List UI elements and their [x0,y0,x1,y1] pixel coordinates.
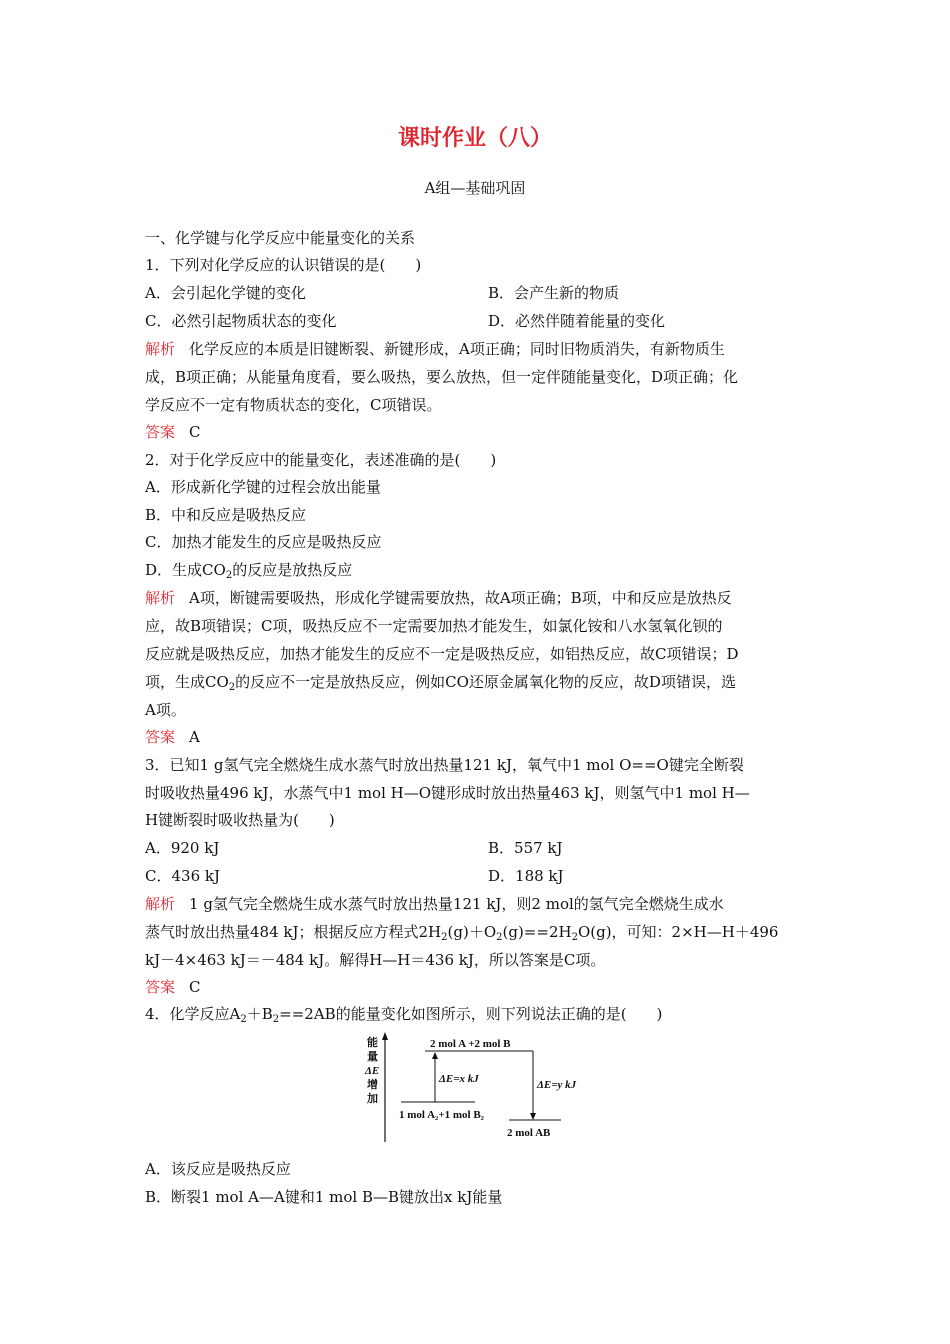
q3-stem-line-3: H键断裂时吸收热量为( ) [145,811,335,829]
q4-option-a: A．该反应是吸热反应 [145,1160,291,1178]
page-title: 课时作业（八） [397,125,552,151]
q1-option-d: D．必然伴随着能量的变化 [488,312,666,330]
q1-analysis-line [145,339,810,359]
q3-analysis-line [145,894,810,914]
q3-option-d: D．188 kJ [488,867,564,885]
q2-option-d: D．生成$CO_2$的反应是放热反应 [145,561,353,581]
q1-stem: 1．下列对化学反应的认识错误的是( ) [145,256,422,274]
q3-answer-line [145,977,810,997]
q2-analysis-line-2: 应，故B项错误；C项，吸热反应不一定需要加热才能发生，如氯化铵和八水氢氧化钡的 [145,617,723,635]
q1-option-a: A．会引起化学键的变化 [145,284,306,302]
axis-label-1: 能 [367,1037,378,1049]
answer-tag: 答案 [145,978,176,996]
axis-label-3: ΔE [365,1065,380,1077]
dx-arrow-head-icon [432,1052,438,1059]
q2-option-c: C．加热才能发生的反应是吸热反应 [145,533,382,551]
analysis-tag: 解析 [145,340,176,358]
q3-analysis-line-2: 蒸气时放出热量484 kJ；根据反应方程式$2H_2(g)+O_2(g)==2H_2O(g)$，可知：2×H—H＋496 [145,923,779,943]
q1-analysis-line-2: 成，B项正确；从能量角度看，要么吸热，要么放热，但一定伴随能量变化，D项正确；化 [145,368,739,386]
q2-answer: A [189,728,200,746]
q2-analysis-text: A项，断键需要吸热，形成化学键需要放热，故A项正确；B项，中和反应是放热反 [189,589,732,607]
q3-option-a: A．920 kJ [145,839,220,857]
dx-label: ΔE=x kJ [439,1073,479,1085]
q1-analysis-text: 化学反应的本质是旧键断裂、新键形成，A项正确；同时旧物质消失，有新物质生 [189,340,725,358]
top-level-label: 2 mol A +2 mol B [430,1038,511,1050]
q3-analysis-line-3: kJ－4×463 kJ＝－484 kJ。解得H—H＝436 kJ，所以答案是C项。 [145,951,606,969]
axis-label-4: 增 [367,1079,378,1091]
q1-option-b: B．会产生新的物质 [488,284,620,302]
dy-label: ΔE=y kJ [537,1079,577,1091]
q3-analysis-text: 1 g氢气完全燃烧生成水蒸气时放出热量121 kJ，则2 mol的氢气完全燃烧生成水 [189,895,724,913]
dy-arrow-head-icon [530,1113,536,1120]
q3-stem-line-2: 时吸收热量496 kJ，水蒸气中1 mol H—O键形成时放出热量463 kJ，则氢气中1 mol H— [145,784,750,802]
q2-analysis-line [145,588,810,608]
section-heading: 一、化学键与化学反应中能量变化的关系 [145,229,416,247]
q4-option-b: B．断裂1 mol A—A键和1 mol B—B键放出x kJ能量 [145,1188,503,1206]
q1-analysis-line-3: 学反应不一定有物质状态的变化，C项错误。 [145,396,442,414]
q2-stem: 2．对于化学反应中的能量变化，表述准确的是( ) [145,451,497,469]
q2-analysis-line-5: A项。 [145,701,186,719]
energy-level-diagram [355,1030,585,1148]
q2-analysis-line-4: 项，生成$CO_2$的反应不一定是放热反应，例如CO还原金属氧化物的反应，故D项错误，选 [145,673,736,693]
axis-label-2: 量 [367,1051,378,1063]
q1-answer-line [145,422,810,442]
q4-stem: 4．化学反应$A_2+B_2==2AB$的能量变化如图所示，则下列说法正确的是( ) [145,1005,663,1025]
q1-option-c: C．必然引起物质状态的变化 [145,312,337,330]
q3-option-c: C．436 kJ [145,867,220,885]
axis-arrow-icon [382,1032,388,1040]
answer-tag: 答案 [145,423,176,441]
q2-option-a: A．形成新化学键的过程会放出能量 [145,478,381,496]
q2-analysis-line-3: 反应就是吸热反应，加热才能发生的反应不一定是吸热反应，如铝热反应，故C项错误；D [145,645,739,663]
answer-tag: 答案 [145,728,176,746]
bottom-level-label: 2 mol AB [507,1127,551,1139]
group-subtitle: A组—基础巩固 [424,179,526,197]
axis-label-5: 加 [367,1093,378,1105]
analysis-tag: 解析 [145,895,176,913]
q2-option-b: B．中和反应是吸热反应 [145,506,307,524]
mid-level-label: 1 mol A₂+1 mol B₂ [399,1109,484,1121]
q2-answer-line [145,727,810,747]
q1-answer: C [189,423,201,441]
q3-answer: C [189,978,201,996]
analysis-tag: 解析 [145,589,176,607]
q3-option-b: B．557 kJ [488,839,563,857]
q3-stem-line-1: 3．已知1 g氢气完全燃烧生成水蒸气时放出热量121 kJ，氧气中1 mol O==O键完全断裂 [145,756,744,774]
